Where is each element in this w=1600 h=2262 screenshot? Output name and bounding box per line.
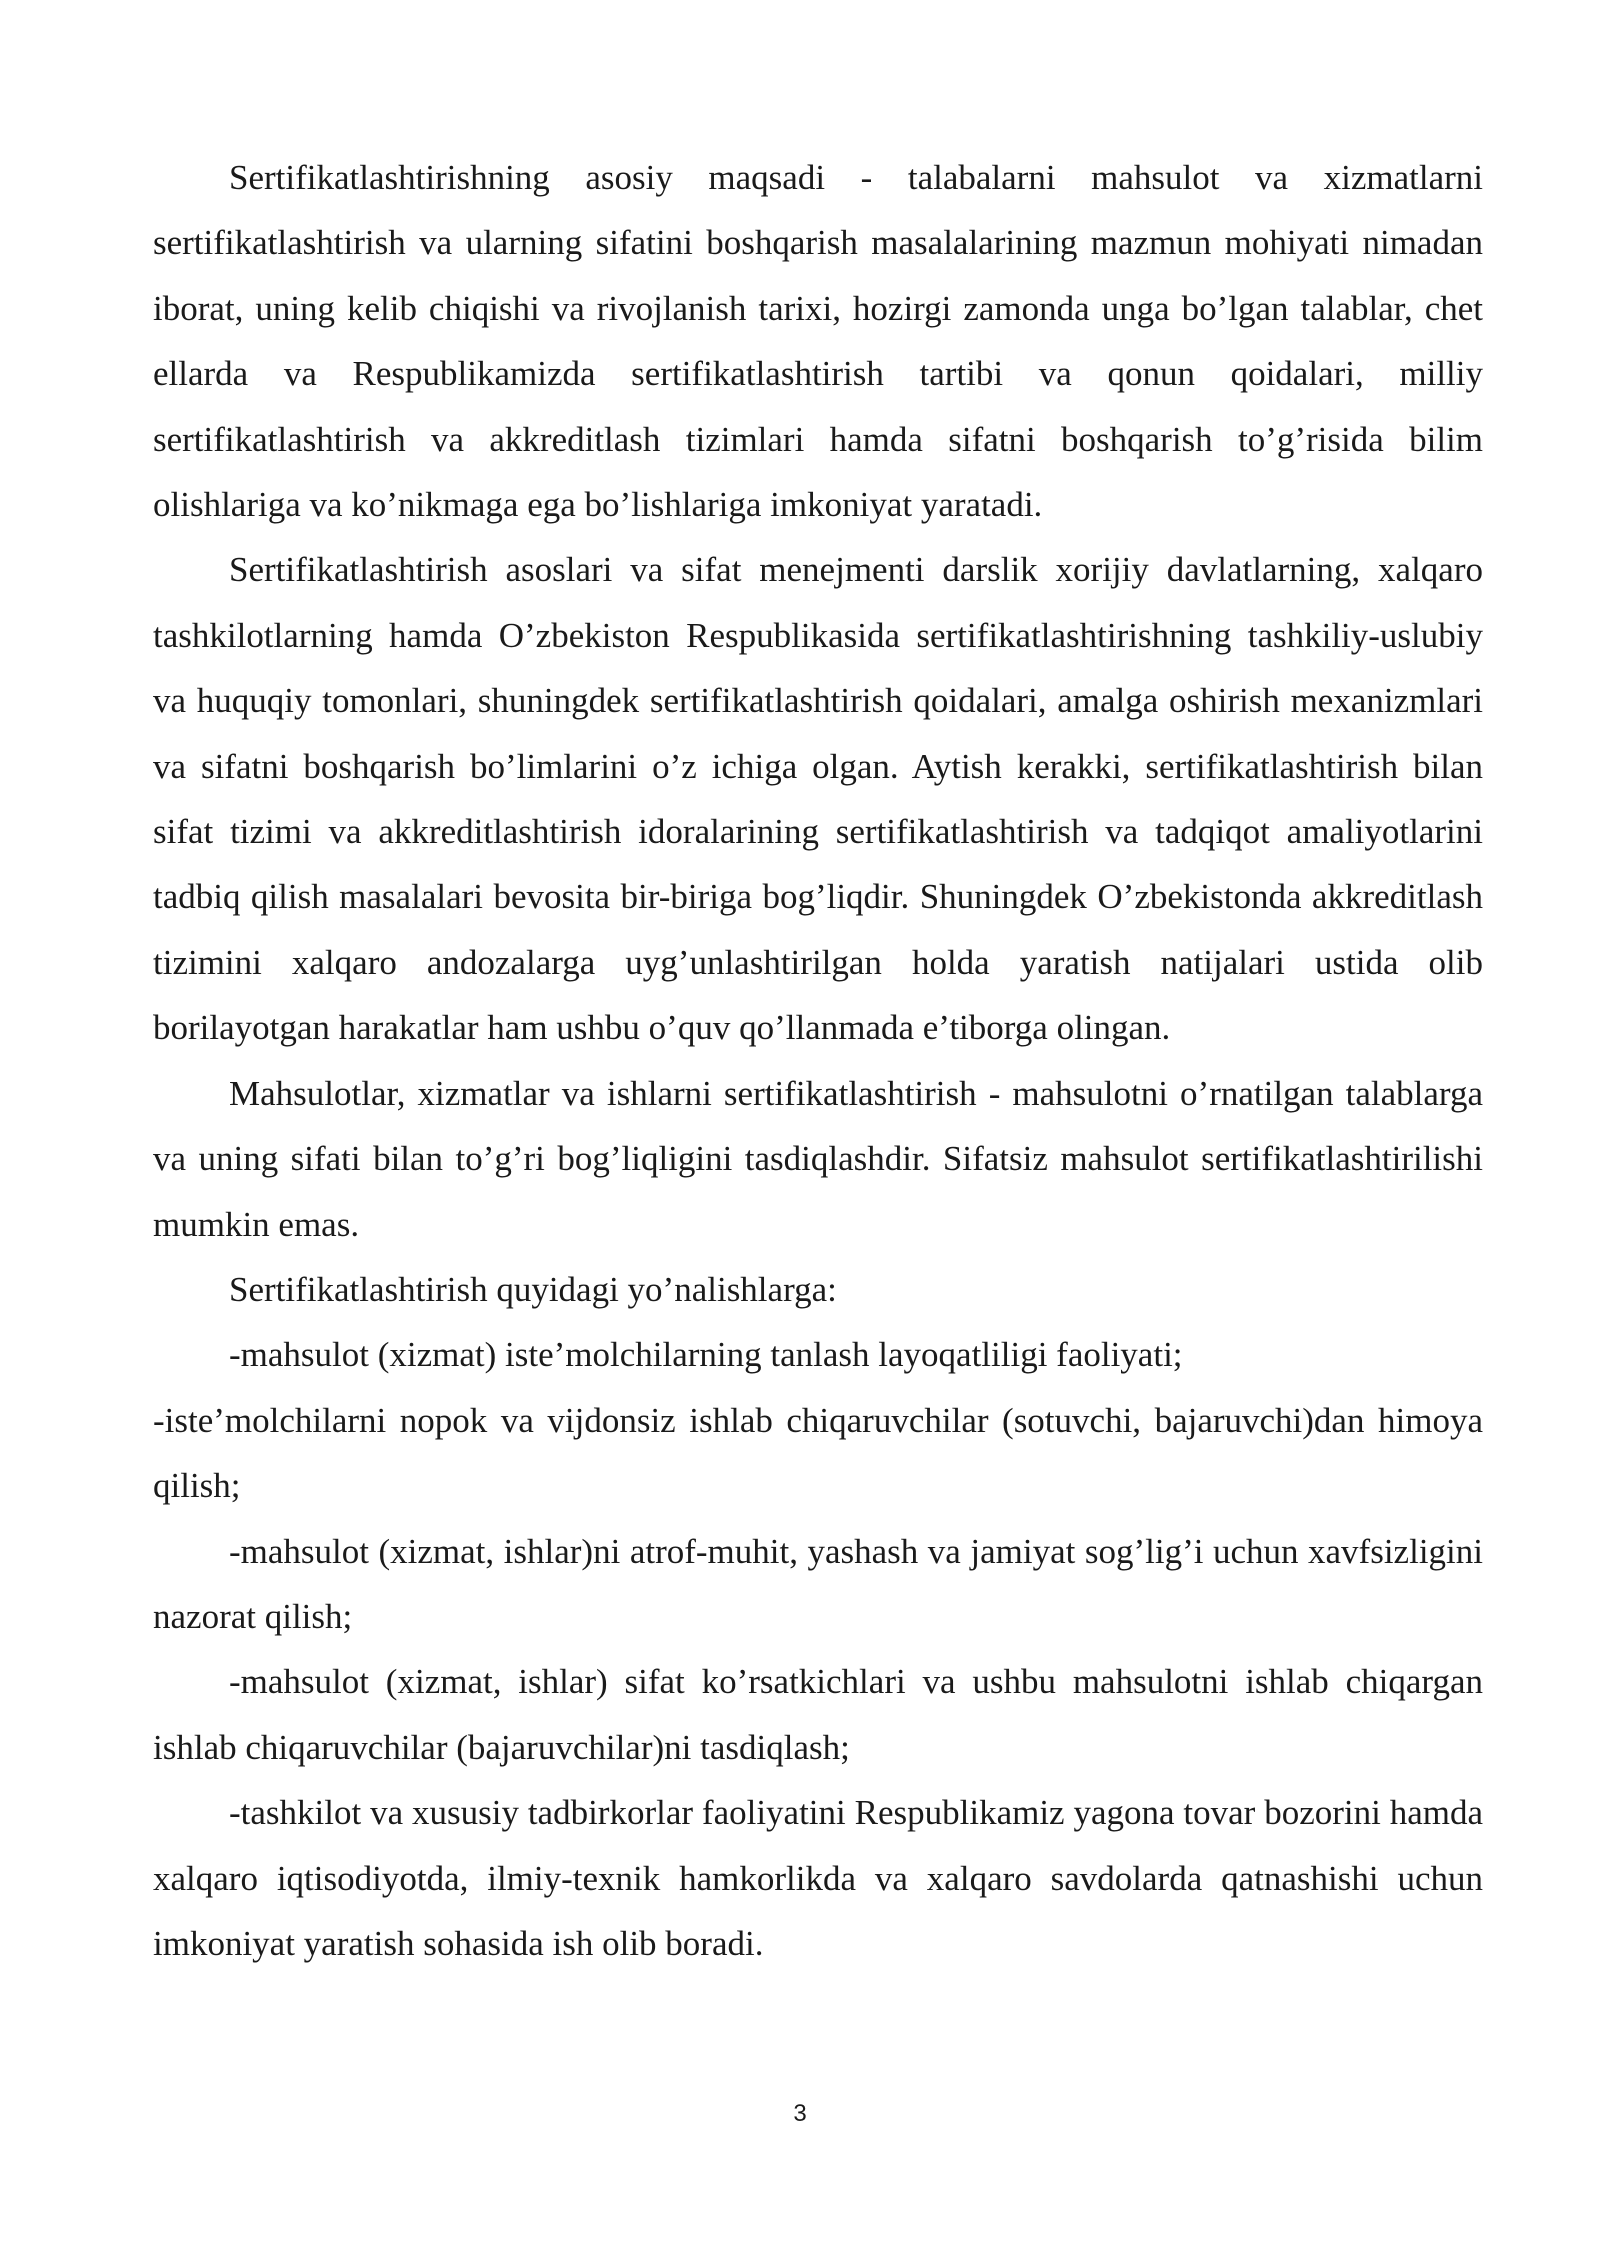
paragraph-directions-intro: Sertifikatlashtirish quyidagi yo’nalishlarga: xyxy=(229,1269,837,1309)
page-number: 3 xyxy=(793,2100,807,2127)
list-item-safety-control: -mahsulot (xizmat, ishlar)ni atrof-muhit, yashash va jamiyat sog’lig’i uchun xavfsizligini nazorat qilish; xyxy=(153,1531,1483,1636)
list-item-quality-confirmation: -mahsulot (xizmat, ishlar) sifat ko’rsatkichlari va ushbu mahsulotni ishlab chiqargan ishlab chiqaruvchilar (bajaruvchilar)ni tasdiqlash; xyxy=(153,1662,1483,1767)
paragraph-purpose: Sertifikatlashtirishning asosiy maqsadi - talabalarni mahsulot va xizmatlarni sertifikatlashtirish va ularning sifatini boshqarish masalalarining mazmun mohiyati nimadan iborat, uning kelib chiqishi va rivojlanish tarixi, hozirgi zamonda unga bo’lgan talablar, chet ellarda va Respublikamizda sertifikatlashtirish tartibi va qonun qoidalari, milliy sertifikatlashtirish va akkreditlash tizimlari hamda sifatni boshqarish to’g’risida bilim olishlariga va ko’nikmaga ega bo’lishlariga imkoniyat yaratadi. xyxy=(153,158,1483,525)
list-item-market-participation: -tashkilot va xususiy tadbirkorlar faoliyatini Respublikamiz yagona tovar bozorini hamda xalqaro iqtisodiyotda, ilmiy-texnik hamkorlikda va xalqaro savdolarda qatnashishi uchun imkoniyat yaratish sohasida ish olib boradi. xyxy=(153,1793,1483,1963)
paragraph-textbook-scope: Sertifikatlashtirish asoslari va sifat menejmenti darslik xorijiy davlatlarning, xalqaro tashkilotlarning hamda O’zbekiston Respublikasida sertifikatlashtirishning tashkiliy-uslubiy va huquqiy tomonlari, shuningdek sertifikatlashtirish qoidalari, amalga oshirish mexanizmlari va sifatni boshqarish bo’limlarini o’z ichiga olgan. Aytish kerakki, sertifikatlashtirish bilan sifat tizimi va akkreditlashtirish idoralarining sertifikatlashtirish va tadqiqot amaliyotlarini tadbiq qilish masalalari bevosita bir-biriga bog’liqdir. Shuningdek O’zbekistonda akkreditlash tizimini xalqaro andozalarga uyg’unlashtirilgan holda yaratish natijalari ustida olib borilayotgan harakatlar ham ushbu o’quv qo’llanmada e’tiborga olingan. xyxy=(153,550,1483,1048)
paragraph-certification-definition: Mahsulotlar, xizmatlar va ishlarni sertifikatlashtirish - mahsulotni o’rnatilgan talablarga va uning sifati bilan to’g’ri bog’liqligini tasdiqlashdir. Sifatsiz mahsulot sertifikatlashtirilishi mumkin emas. xyxy=(153,1073,1483,1244)
list-item-consumer-choice: -mahsulot (xizmat) iste’molchilarning tanlash layoqatliligi faoliyati; xyxy=(229,1335,1183,1375)
document-body xyxy=(153,145,1483,1976)
list-item-consumer-protection: -iste’molchilarni nopok va vijdonsiz ishlab chiqaruvchilar (sotuvchi, bajaruvchi)dan himoya qilish; xyxy=(153,1400,1483,1506)
